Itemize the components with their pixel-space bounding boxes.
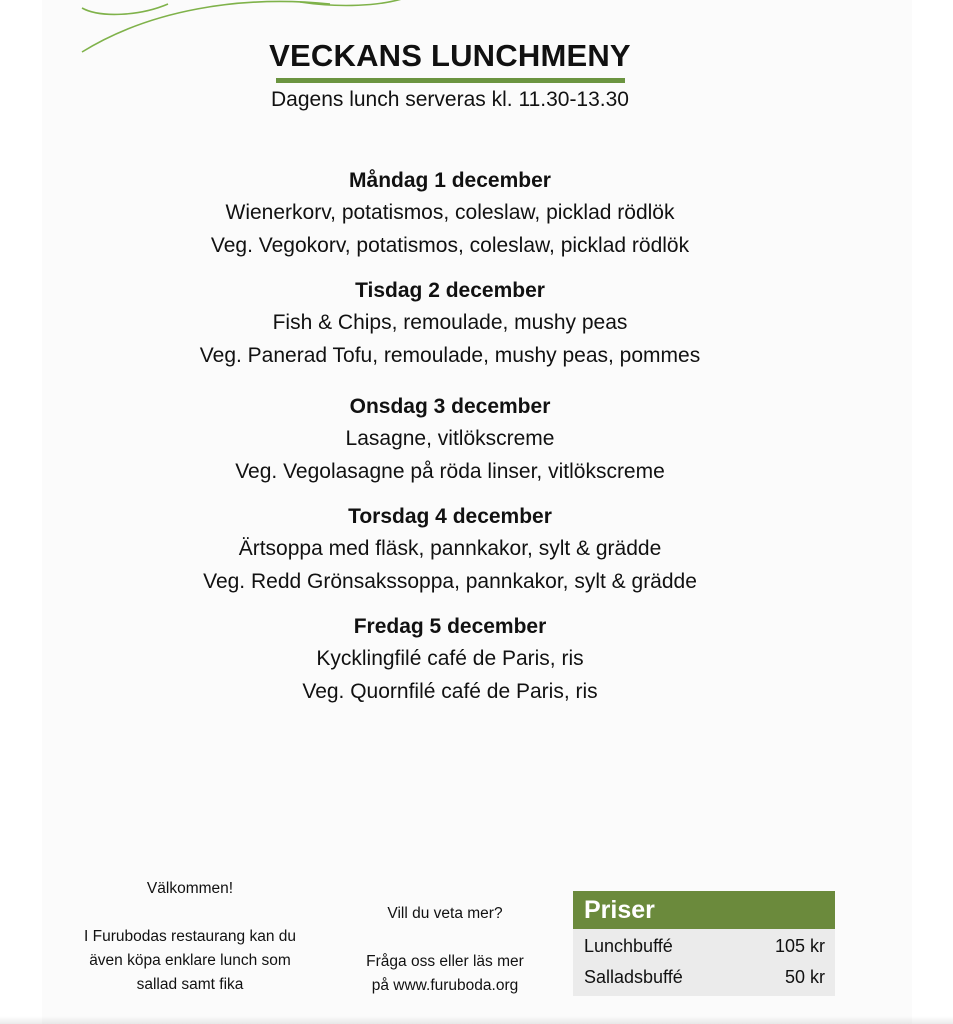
price-label: Lunchbuffé bbox=[584, 936, 673, 956]
day-heading: Onsdag 3 december bbox=[349, 395, 551, 418]
price-table-title: Priser bbox=[573, 891, 835, 929]
vegetarian-dish: Veg. Redd Grönsakssoppa, pannkakor, sylt & grädde bbox=[203, 570, 697, 593]
price-row bbox=[573, 962, 835, 993]
question-text: Vill du veta mer? bbox=[387, 905, 503, 922]
price-table-body bbox=[573, 929, 835, 996]
main-dish: Wienerkorv, potatismos, coleslaw, picklad rödlök bbox=[225, 201, 675, 224]
weekly-menu bbox=[0, 166, 900, 708]
info-line: även köpa enklare lunch som bbox=[89, 952, 291, 969]
serving-hours: Dagens lunch serveras kl. 11.30-13.30 bbox=[271, 88, 629, 111]
vegetarian-dish: Veg. Vegokorv, potatismos, coleslaw, picklad rödlök bbox=[210, 234, 690, 257]
price-row bbox=[573, 931, 835, 962]
welcome-note bbox=[55, 877, 325, 997]
info-line: sallad samt fika bbox=[136, 976, 244, 993]
price-value: 105 kr bbox=[774, 936, 825, 956]
day-monday bbox=[0, 166, 900, 262]
main-dish: Lasagne, vitlökscreme bbox=[345, 427, 555, 450]
price-label: Salladsbuffé bbox=[584, 967, 683, 987]
main-dish: Kycklingfilé café de Paris, ris bbox=[316, 647, 584, 670]
vegetarian-dish: Veg. Panerad Tofu, remoulade, mushy peas, pommes bbox=[199, 344, 701, 367]
title-underline bbox=[276, 78, 625, 83]
day-heading: Tisdag 2 december bbox=[355, 279, 545, 302]
ask-line: Fråga oss eller läs mer bbox=[366, 953, 524, 970]
price-value: 50 kr bbox=[784, 967, 825, 987]
welcome-text: Välkommen! bbox=[146, 880, 234, 897]
main-dish: Ärtsoppa med fläsk, pannkakor, sylt & grädde bbox=[238, 537, 662, 560]
page-title: VECKANS LUNCHMENY bbox=[269, 38, 631, 73]
day-heading: Måndag 1 december bbox=[349, 169, 551, 192]
contact-note bbox=[335, 902, 555, 998]
main-dish: Fish & Chips, remoulade, mushy peas bbox=[272, 311, 628, 334]
vegetarian-dish: Veg. Quornfilé café de Paris, ris bbox=[302, 680, 598, 703]
page-edge-shadow bbox=[0, 1016, 953, 1024]
day-thursday bbox=[0, 502, 900, 598]
day-tuesday bbox=[0, 276, 900, 372]
day-heading: Torsdag 4 december bbox=[348, 505, 552, 528]
website-link[interactable]: på www.furuboda.org bbox=[371, 977, 519, 994]
vegetarian-dish: Veg. Vegolasagne på röda linser, vitlökscreme bbox=[235, 460, 665, 483]
day-friday bbox=[0, 612, 900, 708]
info-line: I Furubodas restaurang kan du bbox=[84, 928, 296, 945]
day-heading: Fredag 5 december bbox=[353, 615, 547, 638]
day-wednesday bbox=[0, 392, 900, 488]
price-table bbox=[573, 891, 835, 996]
